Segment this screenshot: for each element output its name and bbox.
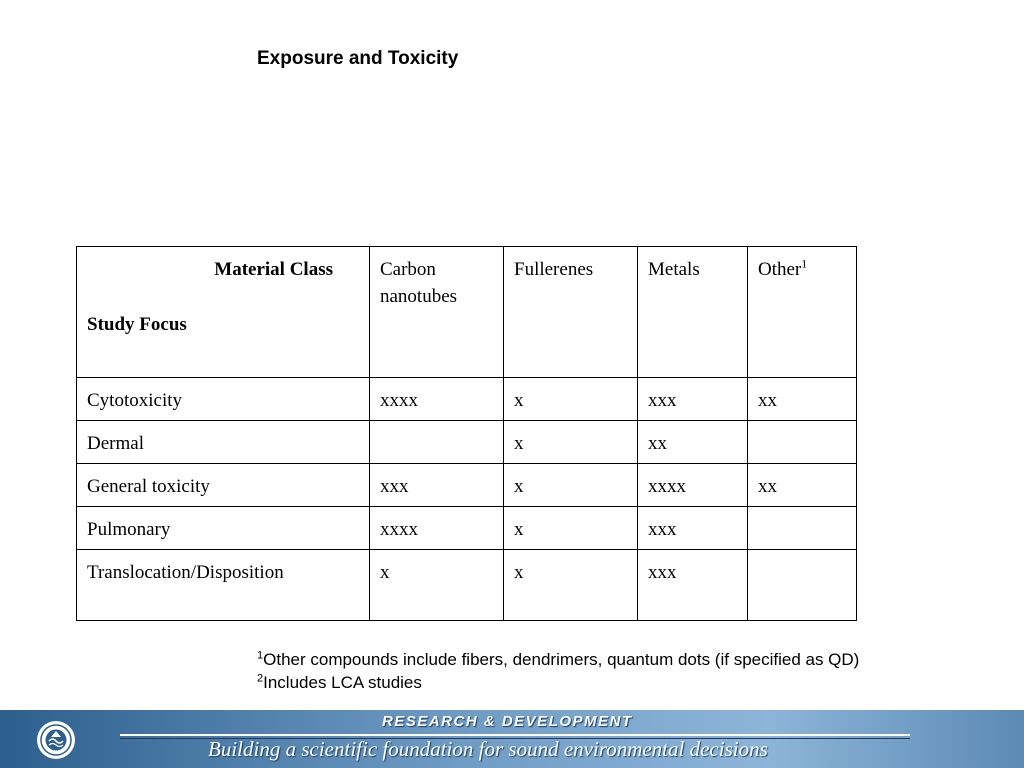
column-header-label: Carbon nanotubes <box>380 259 458 307</box>
table-cell <box>370 421 504 464</box>
table-cell <box>748 507 857 550</box>
table-row <box>77 550 857 621</box>
column-header-metals <box>638 247 748 378</box>
column-header-carbon-nanotubes <box>370 247 504 378</box>
table-cell: xxxx <box>370 378 504 421</box>
table-cell: x <box>504 550 638 621</box>
table-row <box>77 421 857 464</box>
table-cell: xxx <box>638 507 748 550</box>
table-row <box>77 507 857 550</box>
study-focus-table <box>76 246 857 621</box>
row-label: Dermal <box>77 421 370 464</box>
footer-heading: RESEARCH & DEVELOPMENT <box>382 713 633 730</box>
slide-title: Exposure and Toxicity <box>257 48 459 69</box>
footnote-text: Other compounds include fibers, dendrimers, quantum dots (if specified as QD) <box>263 650 860 669</box>
row-label: Translocation/Disposition <box>77 550 370 621</box>
table-cell: xx <box>748 464 857 507</box>
table-cell <box>748 421 857 464</box>
table-row <box>77 464 857 507</box>
footer-divider <box>120 734 910 736</box>
study-focus-label: Study Focus <box>87 314 187 335</box>
table-cell: xxx <box>638 550 748 621</box>
table-cell: x <box>504 378 638 421</box>
table-cell: x <box>504 507 638 550</box>
table-cell: xxxx <box>370 507 504 550</box>
corner-header-cell <box>77 247 370 378</box>
column-header-label: Metals <box>648 259 700 280</box>
table-cell: x <box>504 464 638 507</box>
footnote-text: Includes LCA studies <box>263 673 422 692</box>
footer-tagline: Building a scientific foundation for sound environmental decisions <box>208 737 768 761</box>
footnote-mark: 2 <box>257 672 264 685</box>
footnote-marker: 1 <box>801 256 808 271</box>
table-cell <box>748 550 857 621</box>
footnote-2 <box>257 671 859 694</box>
footnotes <box>257 648 859 694</box>
table-cell: xxx <box>370 464 504 507</box>
footnote-1 <box>257 648 859 671</box>
table-row <box>77 378 857 421</box>
column-header-label: Other <box>758 259 802 280</box>
row-label: General toxicity <box>77 464 370 507</box>
material-class-label: Material Class <box>214 259 333 280</box>
table-cell: x <box>504 421 638 464</box>
table-cell: xxxx <box>638 464 748 507</box>
row-label: Pulmonary <box>77 507 370 550</box>
table-header-row <box>77 247 857 378</box>
footnote-mark: 1 <box>257 649 264 662</box>
row-label: Cytotoxicity <box>77 378 370 421</box>
table-cell: xx <box>748 378 857 421</box>
column-header-other <box>748 247 857 378</box>
column-header-label: Fullerenes <box>514 259 594 280</box>
table-cell: xx <box>638 421 748 464</box>
epa-seal-icon <box>36 720 76 760</box>
column-header-fullerenes <box>504 247 638 378</box>
table-cell: x <box>370 550 504 621</box>
footer-banner <box>0 710 1024 768</box>
table-cell: xxx <box>638 378 748 421</box>
